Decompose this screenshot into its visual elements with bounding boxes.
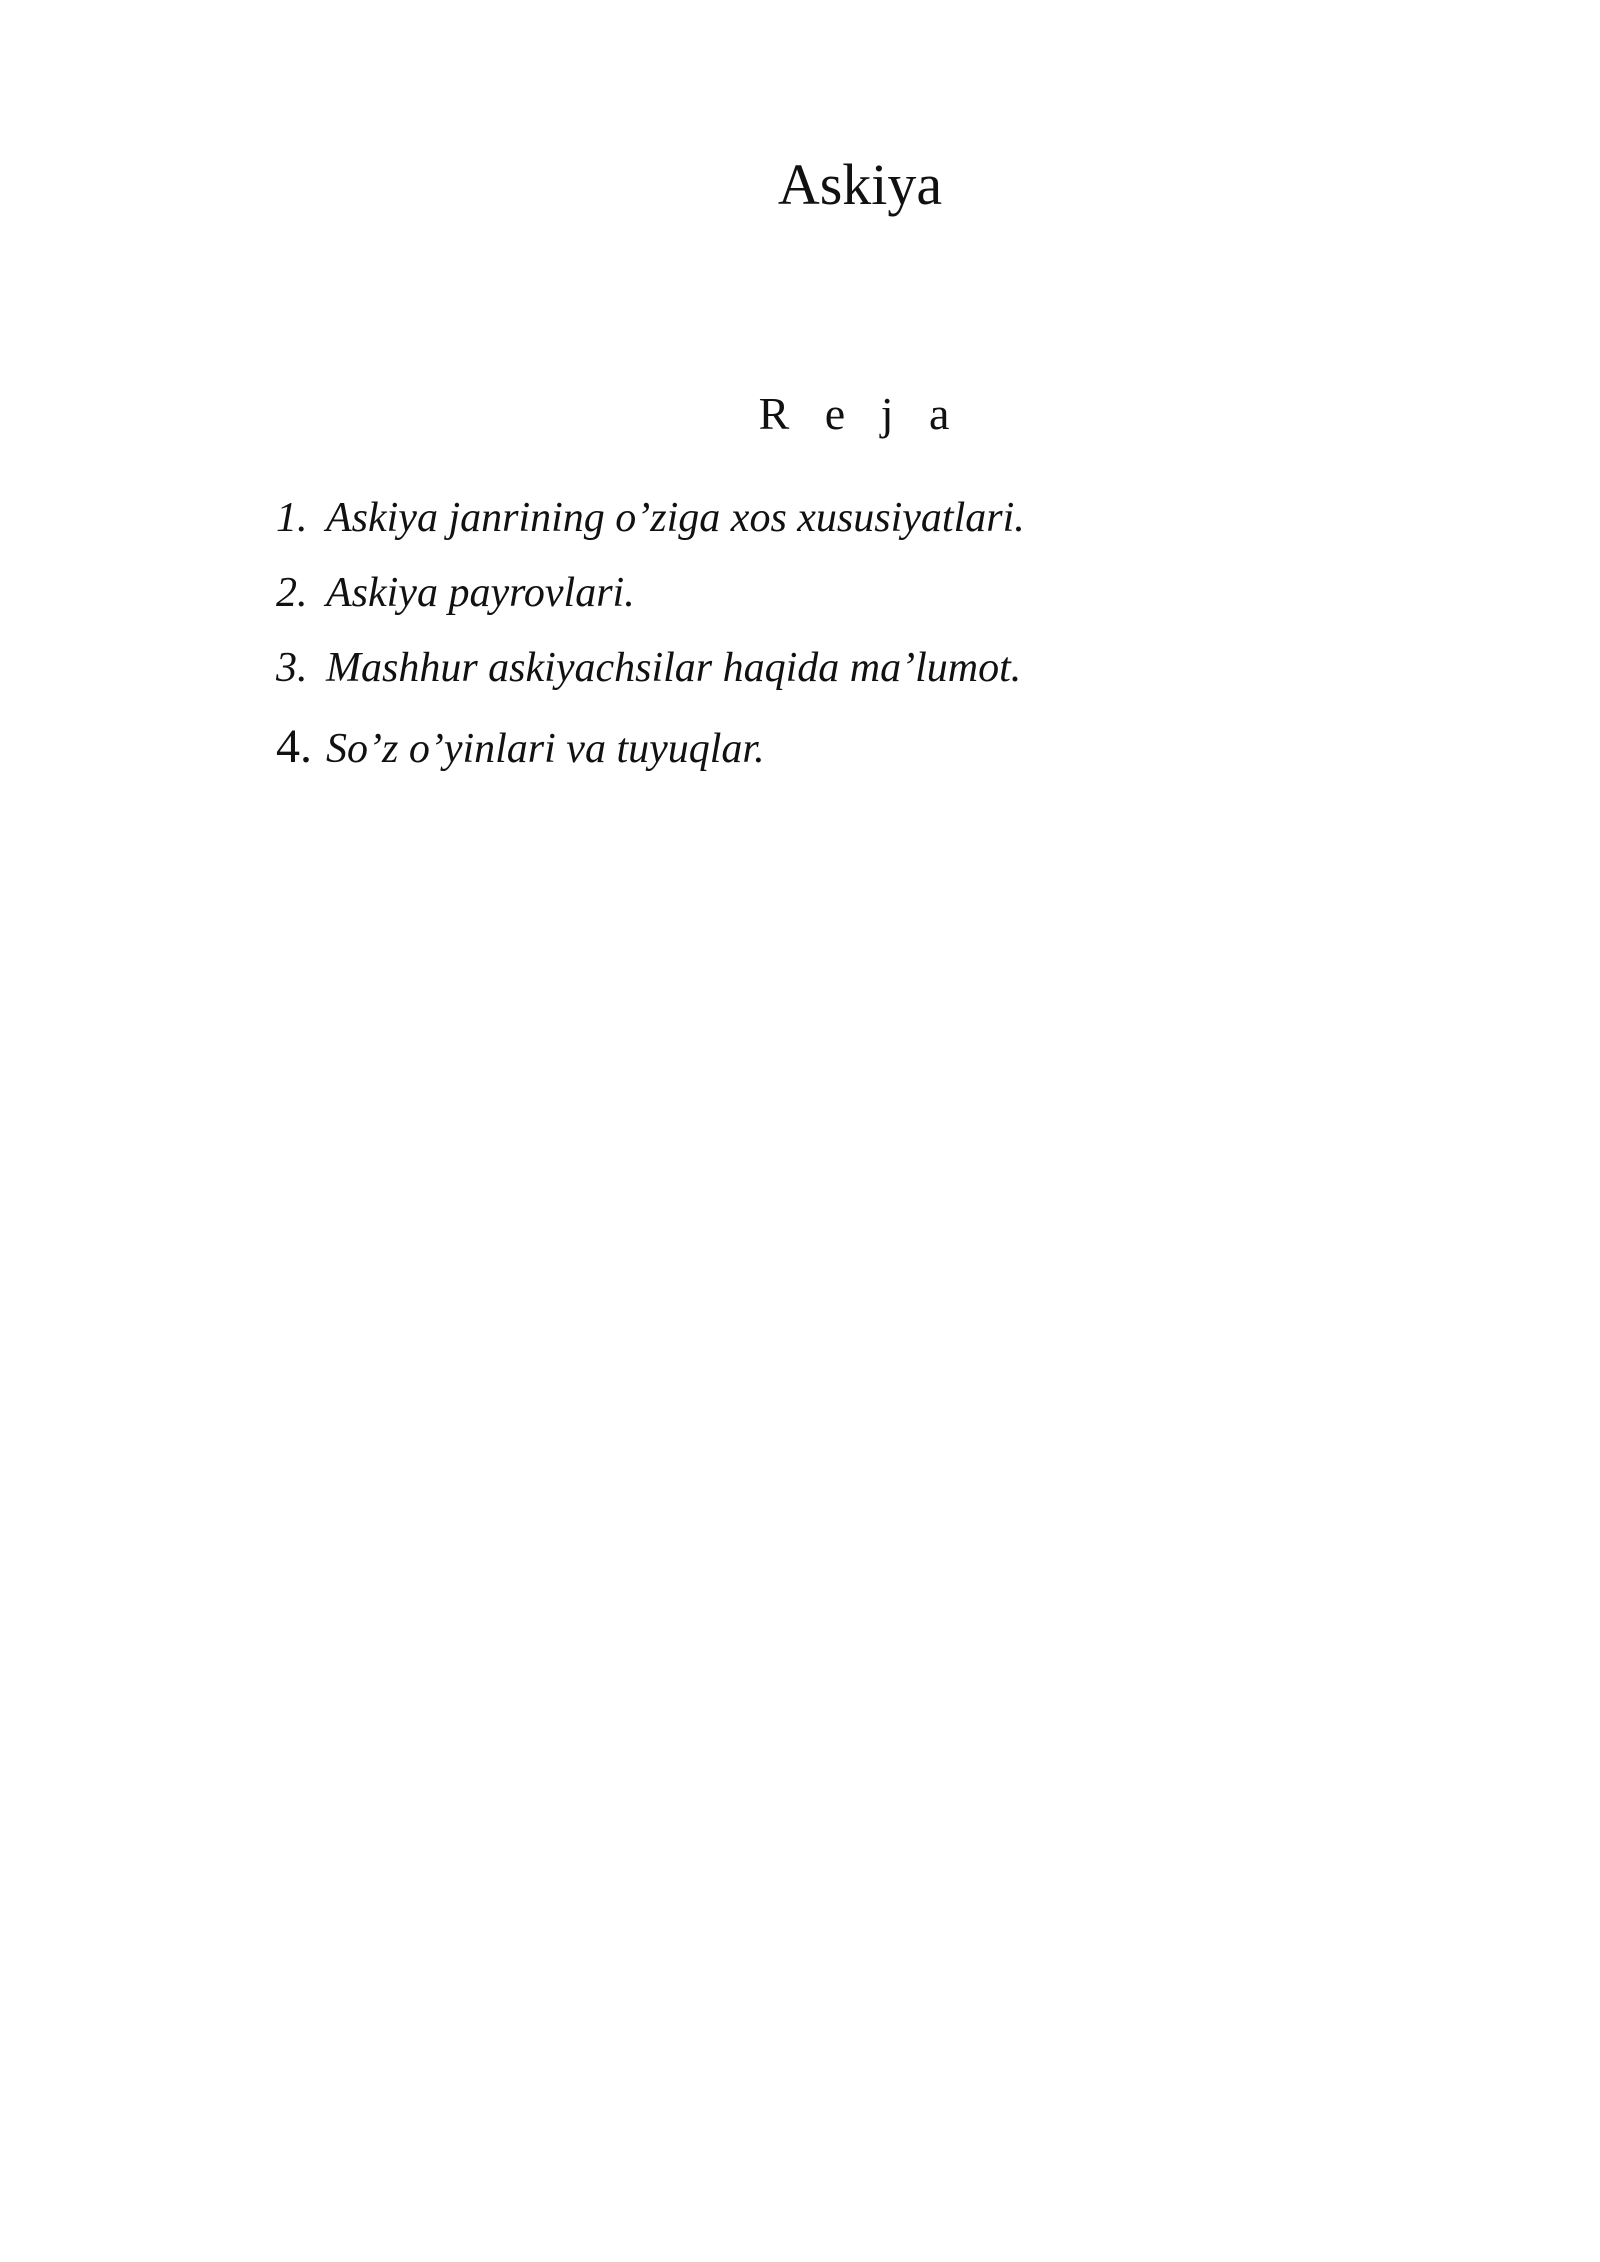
plan-item xyxy=(276,493,1025,568)
plan-heading: R e j a xyxy=(758,388,962,439)
plan-item-text: Askiya payrovlari. xyxy=(326,570,635,616)
plan-item-number: 2. xyxy=(276,570,308,616)
plan-item-number: 4. xyxy=(276,720,312,773)
plan-item-number: 1. xyxy=(276,495,308,541)
plan-item xyxy=(276,718,1025,793)
plan-item xyxy=(276,643,1025,718)
plan-item xyxy=(276,568,1025,643)
plan-item-text: Askiya janrining o’ziga xos xususiyatlari. xyxy=(326,495,1025,541)
plan-item-text: So’z o’yinlari va tuyuqlar. xyxy=(326,726,765,772)
document-title: Askiya xyxy=(777,152,943,217)
plan-item-number: 3. xyxy=(276,645,308,691)
plan-list xyxy=(276,493,1025,793)
plan-item-text: Mashhur askiyachsilar haqida ma’lumot. xyxy=(326,645,1022,691)
